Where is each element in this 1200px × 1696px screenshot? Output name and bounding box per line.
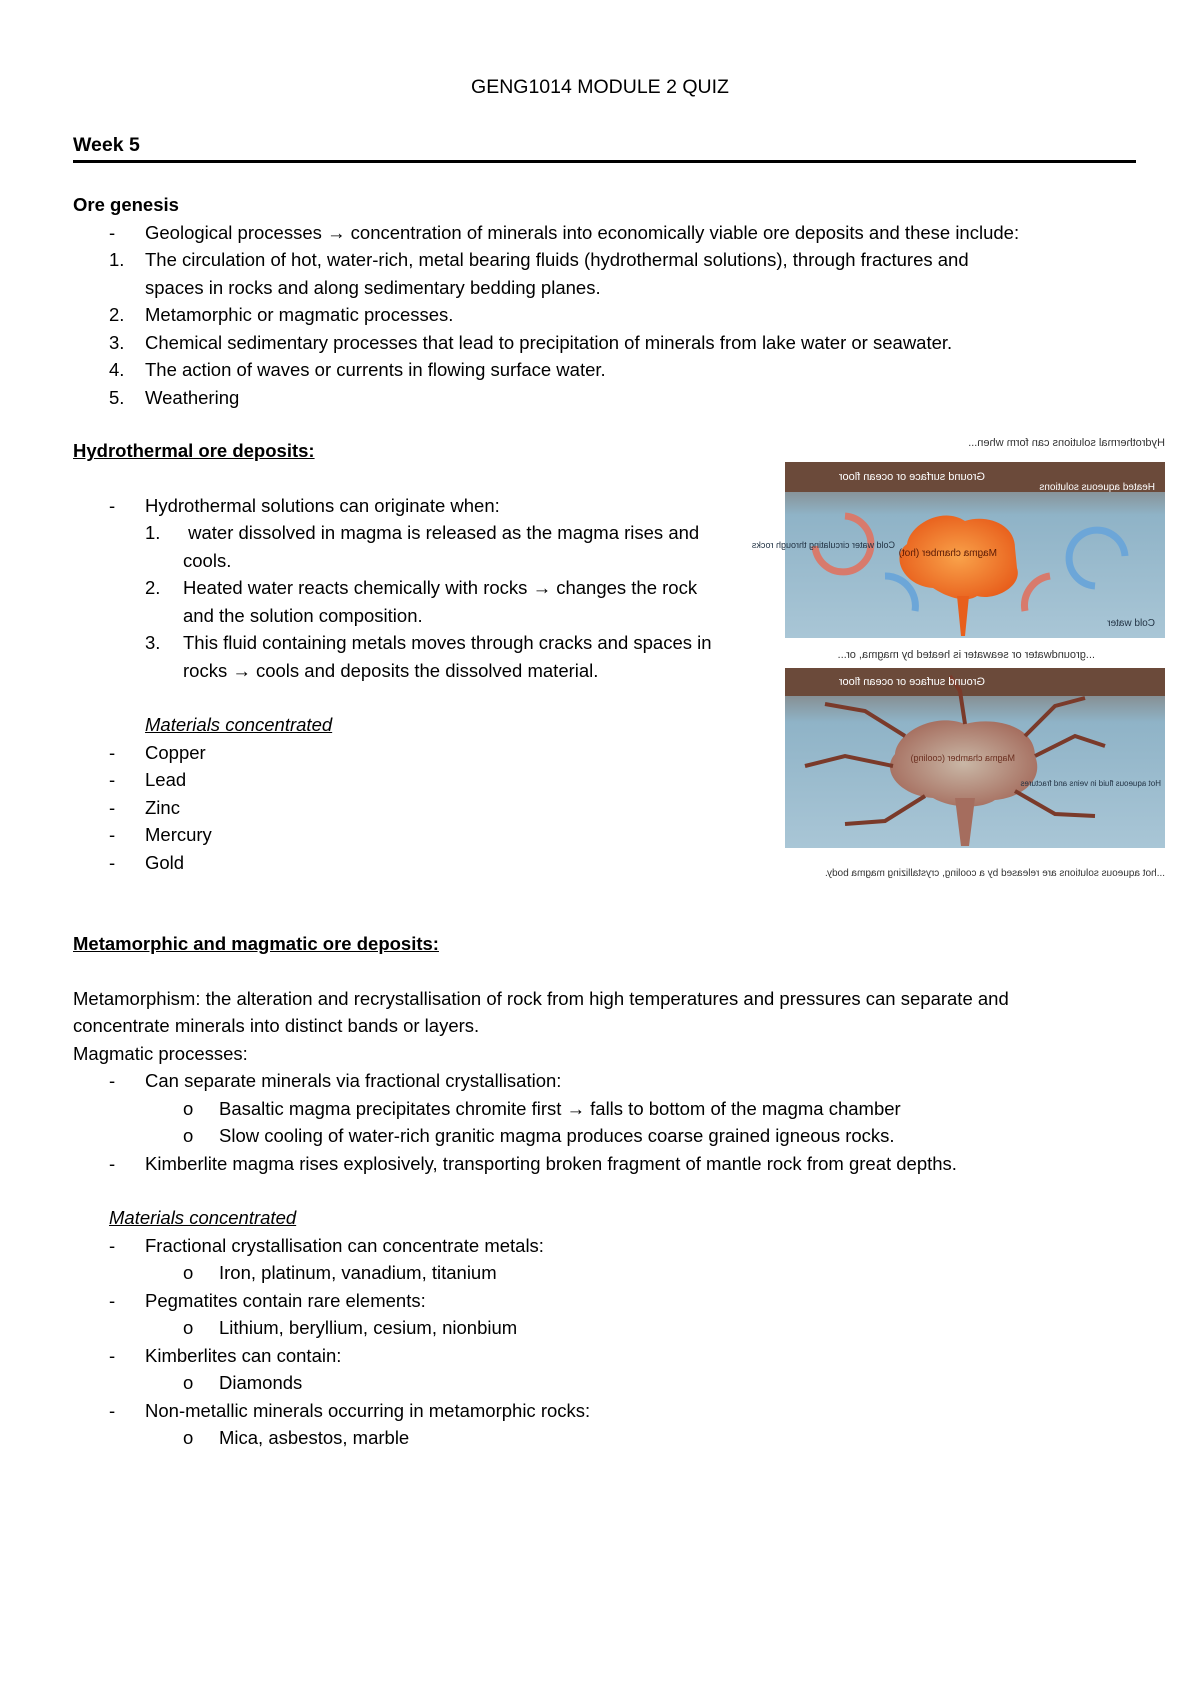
list-number: 2. [109,304,125,325]
metamorphic-section [73,930,1153,1452]
list-item-text: Chemical sedimentary processes that lead to precipitation of minerals from lake water or seawater. [145,331,953,353]
spacer [73,684,773,711]
dash-bullet: - [109,796,116,818]
dash-bullet: - [109,1289,116,1311]
list-item [73,1259,1153,1287]
list-item [73,329,1143,357]
list-item [73,1067,1153,1095]
list-item-text: Weathering [145,386,240,408]
list-item-text: Pegmatites contain rare elements: [145,1289,426,1311]
label-hot-fluid: Hot aqueous fluid in veins and fractures [1020,779,1161,788]
list-number: 1. [145,522,161,543]
list-item [73,1424,1153,1452]
list-item [73,246,1143,274]
metamorphic-heading: Metamorphic and magmatic ore deposits: [73,933,439,954]
label-heated-solutions: Heated aqueous solutions [1039,482,1155,493]
paragraph-line: Metamorphism: the alteration and recrystallisation of rock from high temperatures and pressures can separate and [73,987,1009,1009]
list-item [73,492,773,520]
list-number: 1. [109,249,125,270]
list-item-text: Mercury [145,824,212,845]
spacer [73,465,773,492]
figure-caption-mid: ...groundwater or seawater is heated by magma, or... [837,649,1095,661]
list-item-text: Non-metallic minerals occurring in metamorphic rocks: [145,1399,591,1421]
circle-bullet: o [183,1262,194,1283]
list-item [73,1342,1153,1370]
list-item-text: and the solution composition. [183,604,423,626]
hydrothermal-section [73,437,773,876]
list-item-text: Iron, platinum, vanadium, titanium [219,1262,497,1283]
figure-panel-1 [751,462,1165,638]
list-item-text: Zinc [145,796,180,818]
list-item [73,1232,1153,1260]
list-item-text: Basaltic magma precipitates chromite first → falls to bottom of the magma chamber [219,1097,901,1119]
heading-rule [73,160,1136,163]
dash-bullet: - [109,1344,116,1366]
label-ground-surface: Ground surface or ocean floor [838,471,985,483]
list-item-text: Kimberlites can contain: [145,1344,342,1366]
list-item-text: Slow cooling of water-rich granitic magma produces coarse grained igneous rocks. [219,1125,895,1146]
list-number: 5. [109,386,125,408]
circle-bullet: o [183,1372,194,1393]
list-item-text: rocks → cools and deposits the dissolved material. [183,659,599,681]
list-item-text: Hydrothermal solutions can originate when: [145,494,500,516]
list-item-text: The action of waves or currents in flowing surface water. [145,359,606,380]
list-item-text: water dissolved in magma is released as the magma rises and [183,522,700,543]
list-item [73,1397,1153,1425]
dash-bullet: - [109,1234,116,1256]
list-number: 3. [145,632,161,653]
dash-bullet: - [109,851,116,873]
list-item-text: Fractional crystallisation can concentrate metals: [145,1234,544,1256]
hydrothermal-figure [751,436,1165,906]
list-item-text: This fluid containing metals moves through cracks and spaces in [183,632,712,653]
circle-bullet: o [183,1317,194,1338]
ore-genesis-heading: Ore genesis [73,194,179,215]
hydrothermal-heading: Hydrothermal ore deposits: [73,440,315,461]
list-item [73,1095,1153,1123]
figure-caption-top: Hydrothermal solutions can form when... [968,437,1165,449]
paragraph-line: Magmatic processes: [73,1042,248,1064]
list-number: 4. [109,359,125,380]
list-item [73,356,1143,384]
list-item-text: Heated water reacts chemically with rocks → changes the rock [183,577,698,598]
figure-caption-bottom: ...hot aqueous solutions are released by a cooling, crystallizing magma body. [824,868,1165,879]
list-item [73,574,773,629]
materials-heading-row [73,711,773,739]
list-item-text: Metamorphic or magmatic processes. [145,304,454,325]
dash-bullet: - [109,221,116,243]
page-title: GENG1014 MODULE 2 QUIZ [471,76,729,98]
list-item [73,1314,1153,1342]
list-item [73,849,773,877]
label-cold-water-circulating: Cold water circulating through rocks [751,540,895,550]
dash-bullet: - [109,494,116,516]
list-item [73,629,773,684]
list-item-text: spaces in rocks and along sedimentary bedding planes. [145,276,601,298]
list-item [73,219,1143,247]
dash-bullet: - [109,1152,116,1174]
paragraph-line: concentrate minerals into distinct bands or layers. [73,1015,480,1036]
dash-bullet: - [109,1070,116,1091]
figure-panel-2 [785,668,1165,848]
materials-heading-row [73,1204,1153,1232]
spacer [73,1177,1153,1204]
list-item [73,1122,1153,1150]
list-item-text: Diamonds [219,1372,303,1393]
dash-bullet: - [109,824,116,845]
list-item-text: Lead [145,769,187,790]
label-magma-chamber: Magma chamber (hot) [898,548,997,559]
list-item [73,1287,1153,1315]
spacer [73,958,1153,985]
list-item [73,384,1143,412]
ore-genesis-section [73,191,1143,411]
list-item [73,1369,1153,1397]
list-item [73,794,773,822]
dash-bullet: - [109,1399,116,1421]
list-item-text: Gold [145,851,185,873]
list-item [73,519,773,574]
dash-bullet: - [109,741,116,763]
list-item-text: Mica, asbestos, marble [219,1427,410,1448]
label-magma-chamber-cooling: Magma chamber (cooling) [910,753,1015,763]
list-item [73,1150,1153,1178]
list-item-text: cools. [183,549,232,571]
circle-bullet: o [183,1125,194,1146]
materials-heading: Materials concentrated [145,714,333,735]
list-item [73,821,773,849]
circle-bullet: o [183,1427,194,1448]
label-cold-water: Cold water [1107,618,1155,629]
list-number: 2. [145,577,161,598]
dash-bullet: - [109,769,116,790]
list-item-text: Can separate minerals via fractional crystallisation: [145,1070,562,1091]
list-item-text: Lithium, beryllium, cesium, nionbium [219,1317,518,1338]
list-number: 3. [109,331,125,353]
list-item-text: Geological processes → concentration of minerals into economically viable ore deposits and these include: [145,221,1020,243]
list-item [73,301,1143,329]
week-heading: Week 5 [73,134,140,156]
list-item [73,274,1143,302]
list-item-text: Copper [145,741,206,763]
label-ground-surface-2: Ground surface or ocean floor [838,676,985,688]
list-item [73,739,773,767]
circle-bullet: o [183,1097,194,1119]
list-item [73,766,773,794]
list-item-text: The circulation of hot, water-rich, metal bearing fluids (hydrothermal solutions), through fractures and [145,249,969,270]
list-item-text: Kimberlite magma rises explosively, transporting broken fragment of mantle rock from great depths. [145,1152,957,1174]
materials-heading: Materials concentrated [109,1207,297,1228]
